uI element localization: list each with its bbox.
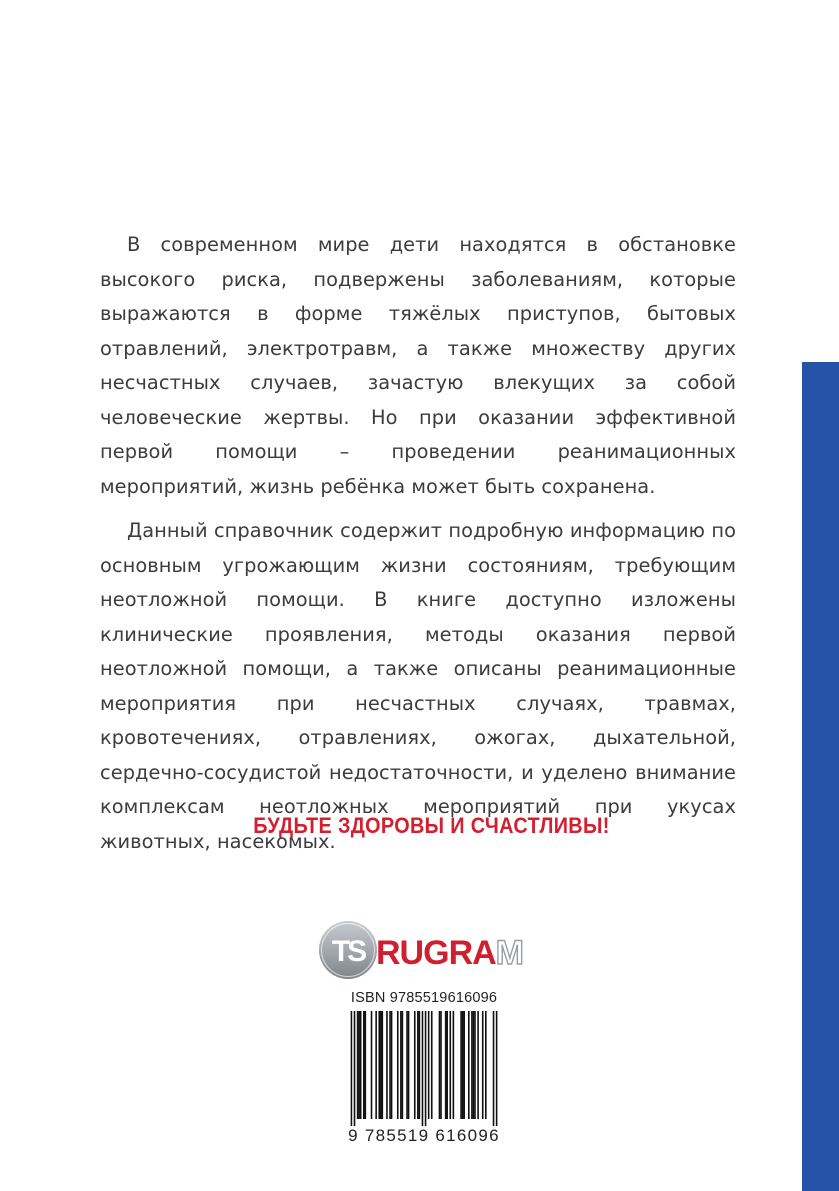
barcode-bar <box>375 1011 377 1119</box>
barcode-bar <box>351 1011 353 1126</box>
barcode-bar <box>493 1011 495 1126</box>
barcode-bar <box>363 1011 365 1119</box>
publisher-emblem-icon <box>319 921 377 979</box>
barcode-bar <box>440 1011 442 1119</box>
barcode-bar <box>360 1011 362 1119</box>
barcode-bar <box>378 1011 380 1119</box>
barcode-bar <box>371 1011 373 1119</box>
barcode-bar <box>382 1011 384 1119</box>
isbn-label: ISBN 9785519616096 <box>350 990 498 1006</box>
annotation-text <box>100 228 736 869</box>
barcode-bar <box>453 1011 455 1119</box>
barcode-bar <box>474 1011 476 1119</box>
barcode-bar <box>485 1011 487 1119</box>
barcode-bar <box>428 1011 430 1119</box>
barcode-bar <box>449 1011 451 1119</box>
barcode-bar <box>482 1011 484 1119</box>
barcode-bar <box>462 1011 464 1119</box>
svg-text:TS: TS <box>331 935 365 968</box>
barcode-bar <box>402 1011 404 1119</box>
barcode-bar <box>463 1011 465 1119</box>
barcode-bar <box>365 1011 367 1119</box>
barcode-bar <box>408 1011 410 1119</box>
barcode-bar <box>380 1011 382 1119</box>
barcode-bar <box>358 1011 360 1119</box>
barcode-bar <box>471 1011 473 1119</box>
barcode-bar <box>446 1011 448 1119</box>
publisher-wordmark <box>376 934 523 972</box>
paragraph-1: В современном мире дети находятся в обстановке высокого риска, подвержены заболеваниям, которые выражаются в форме тяжёлых приступов, бытовых отравлений, электротравм, а также множеству других несчастных случаев, зачастую влекущих за собой человеческие жертвы. Но при оказании эффективной первой помощи – проведении реанимационных мероприятий, жизнь ребёнка может быть сохранена. <box>100 233 736 498</box>
barcode-bar <box>400 1011 402 1119</box>
barcode-bar <box>473 1011 475 1119</box>
barcode-bar <box>425 1011 427 1126</box>
slogan: БУДЬТЕ ЗДОРОВЫ И СЧАСТЛИВЫ! <box>253 813 610 838</box>
barcode-icon <box>346 1011 502 1126</box>
barcode-bar <box>406 1011 408 1119</box>
barcode-bar <box>431 1011 433 1119</box>
barcode-bar <box>357 1011 359 1119</box>
barcode-bar <box>422 1011 424 1126</box>
barcode-bar <box>414 1011 416 1119</box>
barcode-bar <box>496 1011 498 1126</box>
barcode-bar <box>477 1011 479 1119</box>
wordmark-part-ra: RA <box>448 934 496 972</box>
wordmark-part-m: M <box>495 934 523 972</box>
barcode-bar <box>354 1011 356 1126</box>
wordmark-part-ru: RU <box>376 934 424 972</box>
barcode-bar <box>389 1011 391 1119</box>
barcode-bar <box>445 1011 447 1119</box>
paragraph-2: Данный справочник содержит подробную информацию по основным угрожающим жизни состояниям, требующим неотложной помощи. В книге доступно изложены клинические проявления, методы оказания первой неотложной помощи, а также описаны реанимационные мероприятия при несчастных случаях, травмах, кровотечениях, отравлениях, ожогах, дыхательной, сердечно-сосудистой недостаточности, и уделено внимание комплексам неотложных мероприятий при укусах животных, насекомых. <box>100 519 736 853</box>
spine-stripe <box>802 362 839 1191</box>
barcode-block <box>346 990 502 1160</box>
barcode-bar <box>419 1011 421 1119</box>
barcode-bar <box>439 1011 441 1119</box>
barcode-bar <box>391 1011 393 1119</box>
wordmark-part-g: G <box>423 934 449 972</box>
barcode-bar <box>386 1011 388 1119</box>
publisher-logo <box>318 920 528 980</box>
barcode-bar <box>417 1011 419 1119</box>
isbn-digits: 9 785519 616096 <box>348 1126 500 1145</box>
barcode-bar <box>460 1011 462 1119</box>
barcode-bar <box>397 1011 399 1119</box>
barcode-bar <box>468 1011 470 1119</box>
